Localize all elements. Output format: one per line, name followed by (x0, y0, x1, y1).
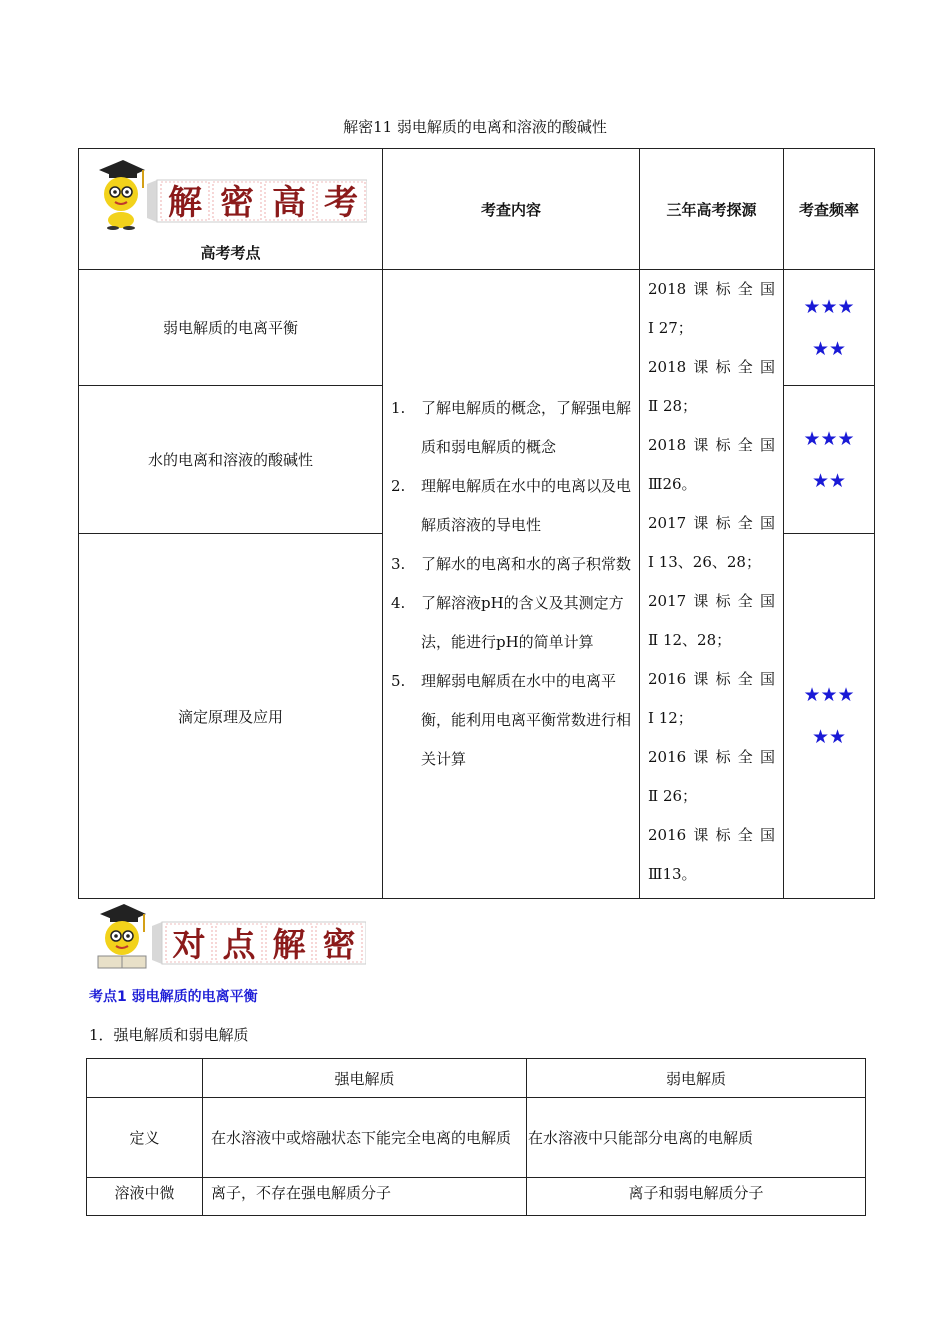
header-point-label: 高考考点 (200, 243, 261, 262)
t2-header-blank (87, 1059, 203, 1098)
header-source: 三年高考探源 (640, 149, 784, 270)
content-item: 1. 了解电解质的概念，了解强电解质和弱电解质的概念 (391, 399, 632, 456)
freq-stars-2: ★★★★★ (784, 386, 875, 534)
source-list (640, 270, 783, 894)
banner1-char-3: 高 (272, 182, 306, 223)
exam-overview-table (78, 148, 875, 899)
source-year: 2016课标全国 (648, 670, 775, 688)
source-year: 2016课标全国 (648, 748, 775, 766)
source-year: 2016课标全国 (648, 826, 775, 844)
mascot-reading-icon (88, 902, 152, 972)
t2-cell: 在水溶液中只能部分电离的电解质 (527, 1098, 866, 1178)
source-year: 2017课标全国 (648, 514, 775, 532)
mascot-graduate-icon (89, 158, 147, 230)
banner-duidian-jiemi (88, 902, 366, 972)
t2-row-label: 溶液中微 (87, 1178, 203, 1216)
source-year: 2018课标全国 (648, 436, 775, 454)
content-item: 3. 了解水的电离和水的离子积常数 (391, 555, 632, 573)
source-detail: Ⅱ 12、28； (648, 631, 732, 649)
banner2-char-4: 密 (322, 925, 356, 964)
source-detail: Ⅲ13。 (648, 865, 697, 883)
source-detail: Ⅰ 12； (648, 709, 693, 727)
t2-header-weak: 弱电解质 (527, 1059, 866, 1098)
section-title: 考点1 弱电解质的电离平衡 (89, 989, 258, 1005)
banner2-char-3: 解 (272, 925, 306, 964)
content-item: 5. 理解弱电解质在水中的电离平衡，能利用电离平衡常数进行相关计算 (391, 672, 632, 768)
content-list (383, 389, 639, 779)
freq-stars-3: ★★★★★ (784, 534, 875, 899)
point-3: 滴定原理及应用 (79, 534, 383, 899)
freq-stars-1: ★★★★★ (784, 270, 875, 386)
section-subtitle: 1．强电解质和弱电解质 (89, 1026, 249, 1044)
t2-cell: 离子和弱电解质分子 (527, 1178, 866, 1216)
banner1-char-2: 密 (220, 182, 254, 223)
t2-row-label: 定义 (87, 1098, 203, 1178)
source-year: 2018课标全国 (648, 280, 775, 298)
source-year: 2018课标全国 (648, 358, 775, 376)
point-2: 水的电离和溶液的酸碱性 (79, 386, 383, 534)
header-point-cell (79, 149, 383, 270)
banner2-char-2: 点 (222, 925, 256, 964)
banner2-char-1: 对 (172, 925, 206, 964)
source-detail: Ⅰ 13、26、28； (648, 553, 761, 571)
source-cell (640, 270, 784, 899)
content-item: 2. 理解电解质在水中的电离以及电解质溶液的导电性 (391, 477, 632, 534)
banner1-char-1: 解 (168, 182, 202, 223)
point-1: 弱电解质的电离平衡 (79, 270, 383, 386)
page-title: 解密11 弱电解质的电离和溶液的酸碱性 (343, 118, 607, 136)
banner-jiemi-gaokao (147, 176, 367, 226)
source-detail: Ⅱ 26； (648, 787, 698, 805)
source-detail: Ⅱ 28； (648, 397, 698, 415)
banner1-char-4: 考 (324, 182, 358, 223)
source-year: 2017课标全国 (648, 592, 775, 610)
header-freq: 考查频率 (784, 149, 875, 270)
header-content: 考查内容 (383, 149, 640, 270)
content-item: 4. 了解溶液pH的含义及其测定方法，能进行pH的简单计算 (391, 594, 624, 651)
t2-cell: 在水溶液中或熔融状态下能完全电离的电解质 (203, 1098, 527, 1178)
t2-cell: 离子，不存在强电解质分子 (203, 1178, 527, 1216)
source-detail: Ⅰ 27； (648, 319, 693, 337)
electrolyte-comparison-table (86, 1058, 866, 1216)
source-detail: Ⅲ26。 (648, 475, 697, 493)
content-cell (383, 270, 640, 899)
t2-header-strong: 强电解质 (203, 1059, 527, 1098)
